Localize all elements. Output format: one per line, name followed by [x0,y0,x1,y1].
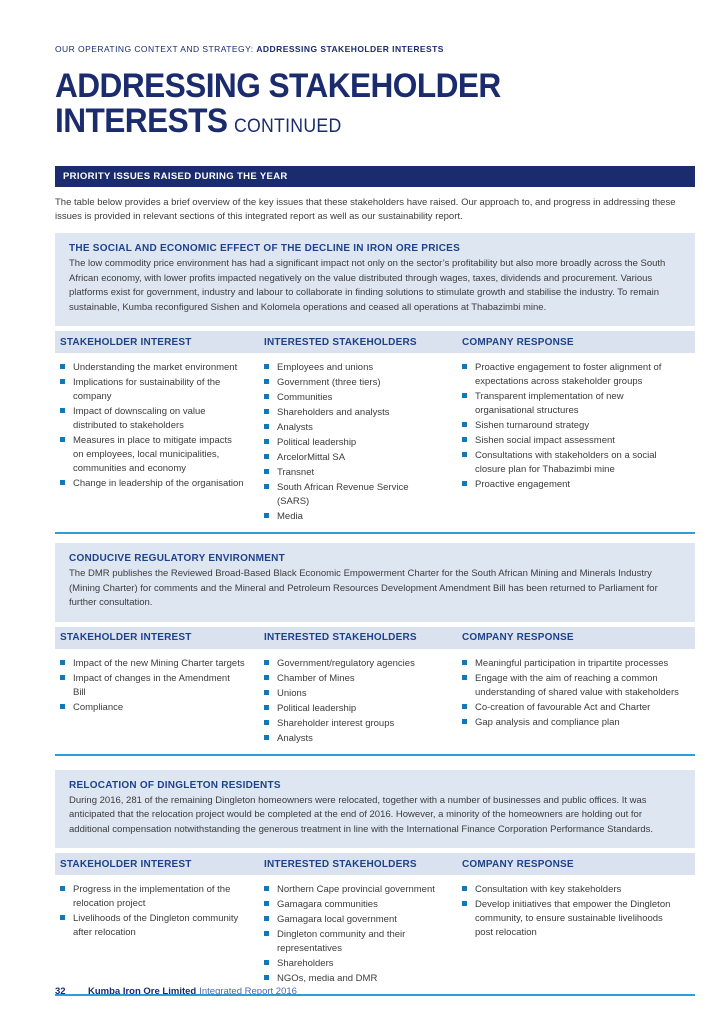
table-header-row [55,331,695,353]
bullet-item: Develop initiatives that empower the Dingleton community, to ensure sustainable livelihoods post relocation [462,898,681,940]
bullet-item: Sishen social impact assessment [462,434,681,448]
priority-issues-banner: PRIORITY ISSUES RAISED DURING THE YEAR [55,166,695,187]
company-response-list [457,361,695,525]
bullet-item: NGOs, media and DMR [264,972,443,986]
issue-section-iron-ore-prices [55,233,695,534]
table-body [55,875,695,994]
page-title-continued: CONTINUED [233,115,342,137]
bullet-item: Chamber of Mines [264,672,443,686]
bullet-item: Analysts [264,421,443,435]
bullet-item: Dingleton community and their representatives [264,928,443,956]
breadcrumb-section: OUR OPERATING CONTEXT AND STRATEGY: [55,44,257,54]
bullet-item: Media [264,510,443,524]
bullet-item: Unions [264,687,443,701]
bullet-item: Livelihoods of the Dingleton community after relocation [60,912,245,940]
issue-description: The DMR publishes the Reviewed Broad-Based Black Economic Empowerment Charter for the South African Mining and Minerals Industry (Mining Charter) for comments and the Mineral and Petroleum Resources Development Amendment Bill has been returned to Parliament for further consultation. [69,568,658,609]
bullet-item: Gamagara communities [264,898,443,912]
issue-heading: CONDUCIVE REGULATORY ENVIRONMENT [69,553,285,565]
bullet-item: Consultation with key stakeholders [462,883,681,897]
bullet-item: Political leadership [264,702,443,716]
issue-summary-box [55,543,695,622]
page-number: 32 [55,986,66,997]
page-content [55,0,695,996]
bullet-item: Gamagara local government [264,913,443,927]
bullet-item: Shareholders and analysts [264,406,443,420]
bullet-item: South African Revenue Service (SARS) [264,481,443,509]
column-header-interested-stakeholders: INTERESTED STAKEHOLDERS [264,632,417,644]
table-body [55,353,695,532]
bullet-item: Shareholder interest groups [264,717,443,731]
issue-summary-box [55,770,695,849]
bullet-item: Progress in the implementation of the relocation project [60,883,245,911]
bullet-item: Government (three tiers) [264,376,443,390]
company-response-list [457,883,695,987]
bullet-item: Transparent implementation of new organisational structures [462,390,681,418]
issue-section-dingleton-relocation [55,770,695,997]
table-header-row [55,853,695,875]
issue-section-regulatory-environment [55,543,695,756]
breadcrumb [55,44,695,54]
bullet-item: Sishen turnaround strategy [462,419,681,433]
column-header-interested-stakeholders: INTERESTED STAKEHOLDERS [264,336,417,348]
page-title-line2: INTERESTS [55,101,228,140]
issue-description: The low commodity price environment has had a significant impact not only on the sector’s profitability but also more broadly across the South African economy, with lower profits impacted negatively on the value distributed through wages, taxes, dividends and procurement. Various platforms exist for government, industry and labour to collaborate in finding solutions to stimulate growth and stabilise the industry. To remain sustainable, Kumba reconfigured Sishen and Kolomela operations and ceased all operations at Thabazimbi mine. [69,258,666,313]
bullet-item: Impact of downscaling on value distributed to stakeholders [60,405,245,433]
bullet-item: Analysts [264,732,443,746]
issue-summary-box [55,233,695,326]
bullet-item: Communities [264,391,443,405]
bullet-item: Engage with the aim of reaching a common understanding of shared value with stakeholders [462,672,681,700]
issue-description: During 2016, 281 of the remaining Dingleton homeowners were relocated, together with a number of businesses and public offices. It was anticipated that the relocation project would be completed at the end of 2016. However, a minority of the homeowners are holding out for additional compensation notwithstanding the generous treatment in line with the International Finance Corporation Performance Standards. [69,794,654,835]
column-header-company-response: COMPANY RESPONSE [462,632,574,644]
stakeholder-interest-list [55,883,259,987]
column-header-stakeholder-interest: STAKEHOLDER INTEREST [60,336,192,348]
interested-stakeholders-list [259,883,457,987]
page-title [55,69,650,138]
bullet-item: Co-creation of favourable Act and Charter [462,701,681,715]
column-header-stakeholder-interest: STAKEHOLDER INTEREST [60,632,192,644]
stakeholder-table [55,331,695,534]
issue-heading: RELOCATION OF DINGLETON RESIDENTS [69,779,281,791]
footer-company-name: Kumba Iron Ore Limited [88,986,197,997]
column-header-interested-stakeholders: INTERESTED STAKEHOLDERS [264,858,417,870]
bullet-item: Implications for sustainability of the company [60,376,245,404]
bullet-item: Impact of changes in the Amendment Bill [60,672,245,700]
stakeholder-table [55,853,695,996]
column-header-stakeholder-interest: STAKEHOLDER INTEREST [60,858,192,870]
bullet-item: Political leadership [264,436,443,450]
page-footer [55,986,297,997]
bullet-item: Employees and unions [264,361,443,375]
stakeholder-interest-list [55,361,259,525]
bullet-item: Impact of the new Mining Charter targets [60,657,245,671]
bullet-item: Shareholders [264,957,443,971]
bullet-item: Understanding the market environment [60,361,245,375]
page-title-line1: ADDRESSING STAKEHOLDER [55,67,501,105]
issue-heading: THE SOCIAL AND ECONOMIC EFFECT OF THE DECLINE IN IRON ORE PRICES [69,243,461,255]
bullet-item: Proactive engagement to foster alignment of expectations across stakeholder groups [462,361,681,389]
bullet-item: Government/regulatory agencies [264,657,443,671]
bullet-item: Proactive engagement [462,478,681,492]
bullet-item: Transnet [264,466,443,480]
interested-stakeholders-list [259,361,457,525]
bullet-item: Gap analysis and compliance plan [462,716,681,730]
stakeholder-interest-list [55,657,259,747]
column-header-company-response: COMPANY RESPONSE [462,336,574,348]
bullet-item: Meaningful participation in tripartite processes [462,657,681,671]
stakeholder-table [55,627,695,756]
bullet-item: Measures in place to mitigate impacts on employees, local municipalities, communities and economy [60,434,245,476]
company-response-list [457,657,695,747]
bullet-item: ArcelorMittal SA [264,451,443,465]
table-header-row [55,627,695,649]
bullet-item: Compliance [60,701,245,715]
intro-paragraph: The table below provides a brief overview of the key issues that these stakeholders have raised. Our approach to, and progress in addressing these issues is provided in relevant sections of this integrated report as well as our sustainability report. [55,197,676,223]
bullet-item: Consultations with stakeholders on a social closure plan for Thabazimbi mine [462,449,681,477]
interested-stakeholders-list [259,657,457,747]
table-body [55,649,695,754]
bullet-item: Northern Cape provincial government [264,883,443,897]
bullet-item: Change in leadership of the organisation [60,477,245,491]
footer-report-name: Integrated Report 2016 [199,986,297,997]
breadcrumb-current: ADDRESSING STAKEHOLDER INTERESTS [256,44,444,54]
column-header-company-response: COMPANY RESPONSE [462,858,574,870]
